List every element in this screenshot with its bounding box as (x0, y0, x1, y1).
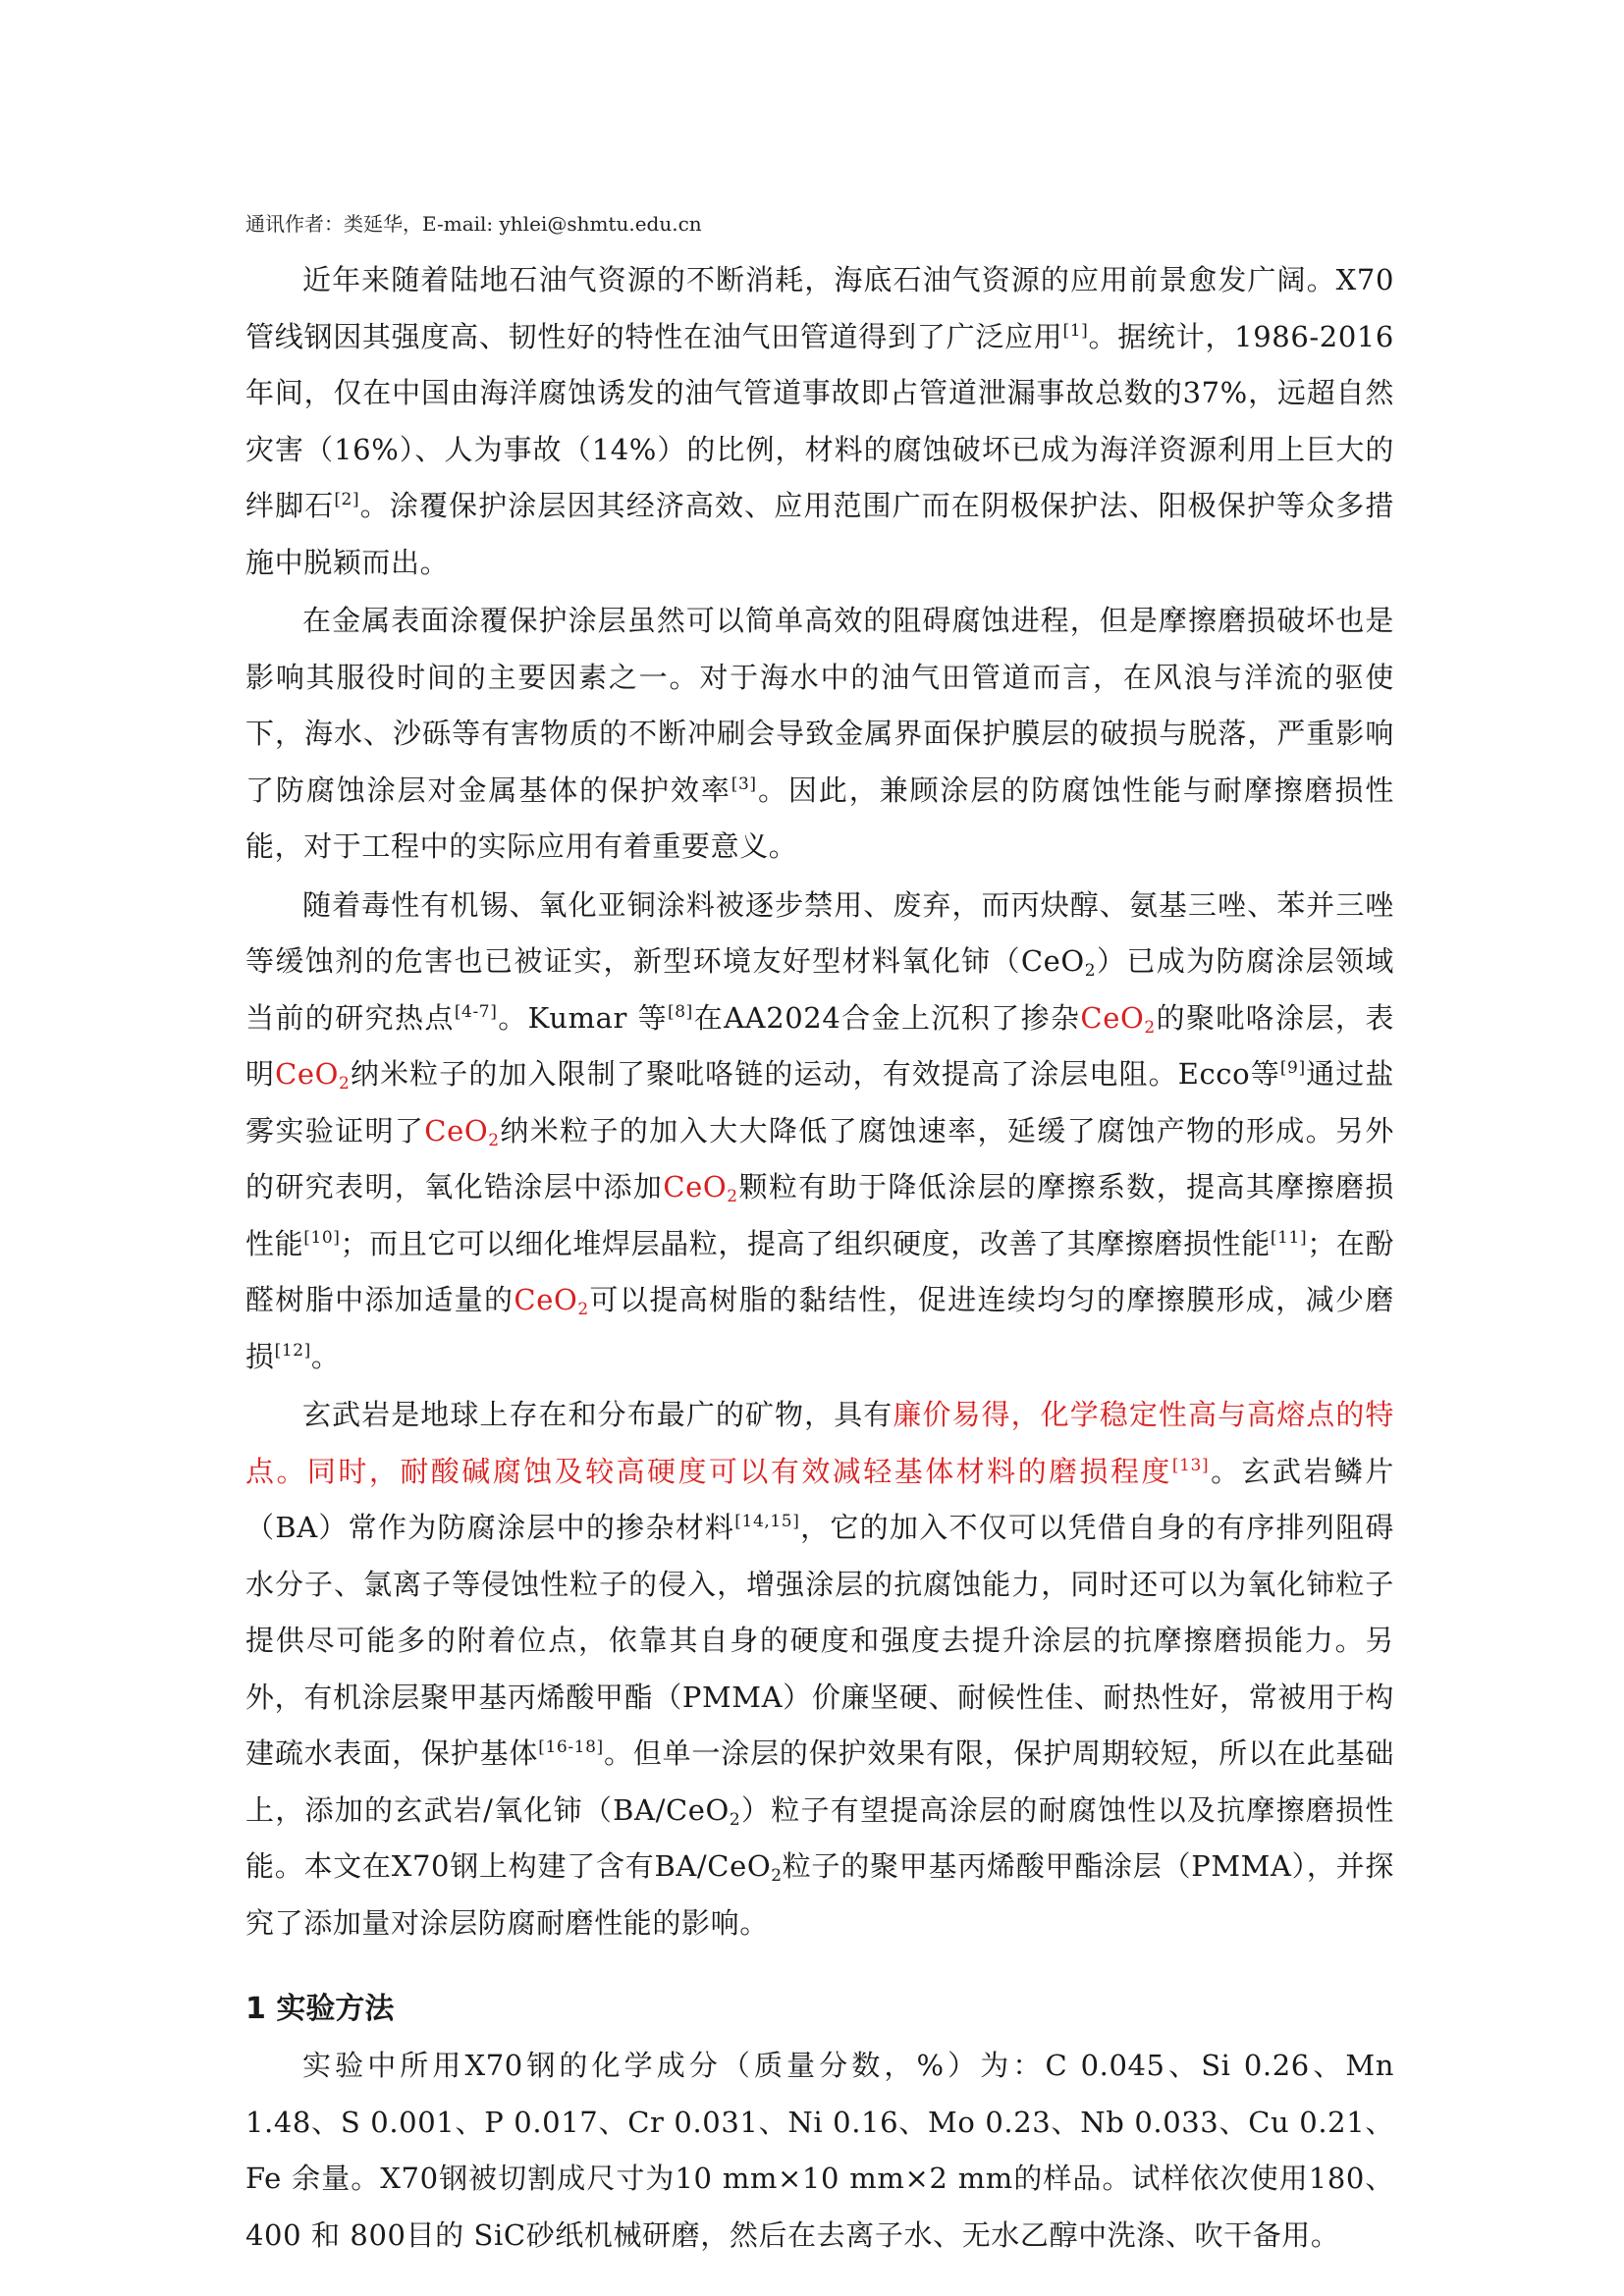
paragraph-intro-4 (245, 1387, 1394, 1951)
citation: [9] (1279, 1058, 1306, 1078)
citation: [1] (1062, 320, 1089, 341)
paragraph-methods-1: 实验中所用X70钢的化学成分（质量分数，%）为：C 0.045、Si 0.26、Mn 1.48、S 0.001、P 0.017、Cr 0.031、Ni 0.16、Mo 0.23、Nb 0.033、Cu 0.21、Fe 余量。X70钢被切割成尺寸为10 mm×10 mm×2 mm的样品。试样依次使用180、400 和 800目的 SiC砂纸机械研磨，然后在去离子水、无水乙醇中洗涤、吹干备用。 (245, 2049, 1394, 2252)
citation: [14,15] (734, 1512, 800, 1531)
text: 的聚吡咯涂层，表明 (245, 1000, 1394, 1091)
text: 。因此，兼顾涂层的防腐蚀性能与耐摩擦磨损性能，对于工程中的实际应用有着重要意义。 (245, 773, 1394, 863)
citation: [2] (334, 490, 360, 509)
ceo2-highlight: CeO$_2$ (424, 1113, 500, 1150)
text: 。玄武岩鳞片（BA）常作为防腐涂层中的掺杂材料 (245, 1454, 1394, 1544)
text: 。涂覆保护涂层因其经济高效、应用范围广而在阴极保护法、阳极保护等众多措施中脱颖而出。 (245, 489, 1394, 579)
paper-page (245, 208, 1394, 2266)
highlighted-text: 廉价易得，化学稳定性高与高熔点的特点。同时，耐酸碱腐蚀及较高硬度可以有效减轻基体材料的磨损程度 (245, 1398, 1394, 1488)
subscript: 2 (729, 1809, 741, 1830)
subscript: 2 (1084, 961, 1097, 981)
text: 在AA2024合金上沉积了掺杂 (692, 1000, 1081, 1035)
text: 。Kumar 等 (497, 1000, 669, 1035)
ceo2-highlight: CeO$_2$ (275, 1057, 351, 1094)
text: 可以提高树脂的黏结性，促进连续均匀的摩擦膜形成，减少磨损 (245, 1283, 1395, 1373)
text: ）已成为防腐涂层领域当前的研究热点 (245, 944, 1394, 1035)
text: 粒子的聚甲基丙烯酸甲酯涂层（PMMA），并探究了添加量对涂层防腐耐磨性能的影响。 (245, 1849, 1394, 1940)
citation: [4-7] (454, 1001, 498, 1022)
text: 通过盐雾实验证明了 (245, 1057, 1394, 1148)
text: ，它的加入不仅可以凭借自身的有序排列阻碍水分子、氯离子等侵蚀性粒子的侵入，增强涂层的抗腐蚀能力，同时还可以为氧化铈粒子提供尽可能多的附着位点，依靠其自身的硬度和强度去提升涂层的抗摩擦磨损能力。另外，有机涂层聚甲基丙烯酸甲酯（PMMA）价廉坚硬、耐候性佳、耐热性好，常被用于构建疏水表面，保护基体 (245, 1511, 1394, 1770)
text: 。 (310, 1339, 341, 1373)
citation: [3] (731, 774, 757, 794)
citation: [16-18] (538, 1737, 604, 1757)
text: 玄武岩是地球上存在和分布最广的矿物，具有 (302, 1398, 893, 1431)
text: ；在酚醛树脂中添加适量的 (245, 1226, 1394, 1316)
text: ；而且它可以细化堆焊层晶粒，提高了组织硬度，改善了其摩擦磨损性能 (340, 1226, 1271, 1260)
ceo2-highlight: CeO$_2$ (1080, 1000, 1156, 1038)
text: 。据统计，1986-2016年间，仅在中国由海洋腐蚀诱发的油气管道事故即占管道泄漏事故总数的37%，远超自然灾害（16%）、人为事故（14%）的比例，材料的腐蚀破坏已成为海洋资源利用上巨大的绊脚石 (245, 319, 1394, 522)
citation: [10] (303, 1227, 341, 1248)
paragraph-intro-3 (245, 878, 1394, 1386)
text: 随着毒性有机锡、氧化亚铜涂料被逐步禁用、废弃，而丙炔醇、氨基三唑、苯并三唑等缓蚀剂的危害也已被证实，新型环境友好型材料氧化铈（CeO (245, 887, 1394, 978)
ceo2-highlight: CeO$_2$ (663, 1170, 738, 1206)
paragraph-intro-1 (245, 252, 1394, 591)
subscript: 2 (771, 1866, 783, 1886)
citation: [13] (1171, 1455, 1210, 1475)
ceo2-highlight: CeO$_2$ (514, 1283, 589, 1319)
text: 近年来随着陆地石油气资源的不断消耗，海底石油气资源的应用前景愈发广阔。X70管线钢因其强度高、韧性好的特性在油气田管道得到了广泛应用 (245, 263, 1394, 353)
correspondence-note: 通讯作者：类延华，E-mail: yhlei@shmtu.edu.cn (245, 212, 702, 236)
paragraph-intro-2 (245, 593, 1394, 876)
text: 。但单一涂层的保护效果有限，保护周期较短，所以在此基础上，添加的玄武岩/氧化铈（BA/CeO (245, 1736, 1394, 1827)
text: 颗粒有助于降低涂层的摩擦系数，提高其摩擦磨损性能 (245, 1170, 1395, 1260)
text: 纳米粒子的加入限制了聚吡咯链的运动，有效提高了涂层电阻。Ecco等 (350, 1057, 1280, 1091)
citation: [8] (668, 1001, 693, 1022)
text: 在金属表面涂覆保护涂层虽然可以简单高效的阻碍腐蚀进程，但是摩擦磨损破坏也是影响其服役时间的主要因素之一。对于海水中的油气田管道而言，在风浪与洋流的驱使下，海水、沙砾等有害物质的不断冲刷会导致金属界面保护膜层的破损与脱落，严重影响了防腐蚀涂层对金属基体的保护效率 (245, 604, 1394, 807)
citation: [11] (1270, 1227, 1308, 1248)
citation: [12] (274, 1340, 311, 1361)
text: 纳米粒子的加入大大降低了腐蚀速率，延缓了腐蚀产物的形成。另外的研究表明，氧化锆涂层中添加 (245, 1113, 1394, 1203)
section-heading-methods: 1 实验方法 (245, 1992, 395, 2026)
text: ）粒子有望提高涂层的耐腐蚀性以及抗摩擦磨损性能。本文在X70钢上构建了含有BA/CeO (245, 1792, 1394, 1883)
